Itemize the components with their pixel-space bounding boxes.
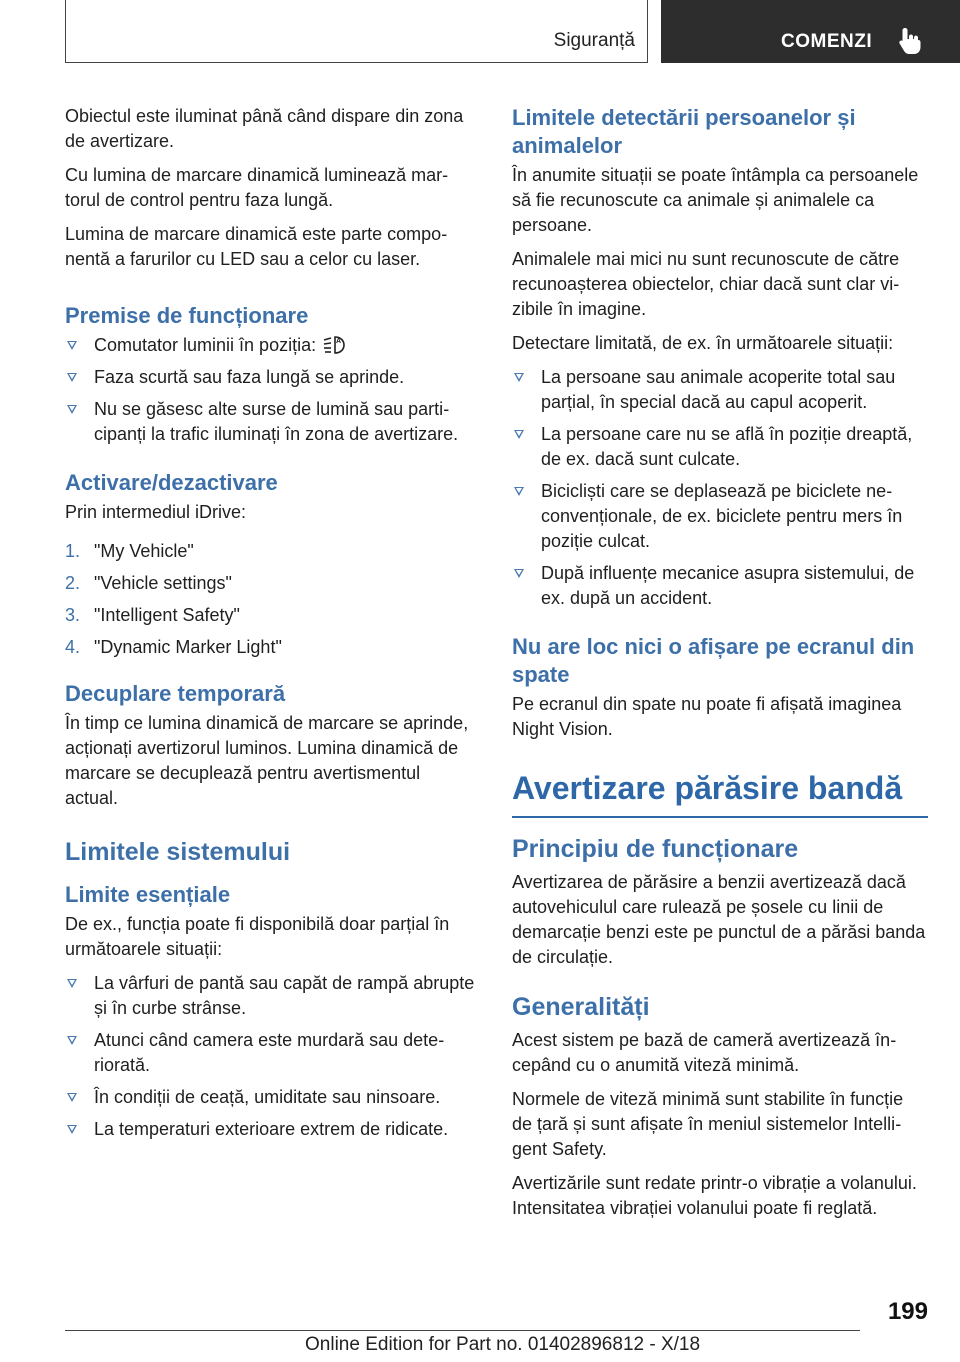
paragraph: Avertizările sunt redate printr-o vibrație a volanului. Intensitatea vibrației volanului poate fi reglată. xyxy=(512,1173,917,1218)
heading-detectare: Limitele detectării persoanelor și animalelor xyxy=(512,105,856,158)
chapter-title: COMENZI xyxy=(781,31,873,52)
header-chapter-tab xyxy=(661,0,960,63)
heading-limitele-sistemului: Limitele sistemului xyxy=(65,838,291,866)
header-section-tab xyxy=(65,0,648,63)
triangle-bullet-icon xyxy=(67,1036,77,1045)
heading-principiu: Principiu de funcționare xyxy=(512,835,799,863)
right-column xyxy=(512,104,928,1230)
list-item: La persoane sau animale acoperite total sau parțial, în special dacă au capul acoperit. xyxy=(512,365,928,415)
footer-edition: Online Edition for Part no. 01402896812 - X/18 xyxy=(305,1334,701,1355)
headlight-auto-icon xyxy=(322,334,350,354)
paragraph: De ex., funcția poate fi disponibilă doar parțial în următoarele situații: xyxy=(65,914,450,959)
paragraph: Normele de viteză minimă sunt stabilite în funcție de țară și sunt afișate în meniul sistemelor Intelligent Safety. xyxy=(512,1089,904,1159)
heading-afisare: Nu are loc nici o afișare pe ecranul din spate xyxy=(512,634,915,687)
paragraph: Prin intermediul iDrive: xyxy=(65,502,247,522)
premise-list xyxy=(65,333,477,447)
paragraph: Detectare limitată, de ex. în următoarele situații: xyxy=(512,333,894,353)
paragraph: Lumina de marcare dinamică este parte componentă a farurilor cu LED sau a celor cu laser. xyxy=(65,224,448,269)
paragraph: Avertizarea de părăsire a benzii avertizează dacă autovehiculul care rulează pe șosele cu linii de demarcație benzi este pe punctul de a părăsi banda de circulație. xyxy=(512,872,926,967)
paragraph: În timp ce lumina dinamică de marcare se aprinde, acționați avertizorul luminos. Lumina dinamică de marcare se decuplează pentru avertismentul actual. xyxy=(65,713,469,808)
triangle-bullet-icon xyxy=(514,569,524,578)
list-item: După influențe mecanice asupra sistemului, de ex. după un accident. xyxy=(512,561,928,611)
paragraph: Obiectul este iluminat până când dispare din zona de avertizare. xyxy=(65,106,464,151)
list-item: Nu se găsesc alte surse de lumină sau participanți la trafic iluminați în zona de avertizare. xyxy=(65,397,477,447)
list-item: La vârfuri de pantă sau capăt de rampă abrupte și în curbe strânse. xyxy=(65,971,477,1021)
triangle-bullet-icon xyxy=(67,979,77,988)
list-item: Bicicliști care se deplasează pe biciclete neconvenționale, de ex. biciclete pentru mers în poziție culcat. xyxy=(512,479,928,554)
list-item: Faza scurtă sau faza lungă se aprinde. xyxy=(65,365,477,390)
list-item: La persoane care nu se află în poziție dreaptă, de ex. dacă sunt culcate. xyxy=(512,422,928,472)
heading-limite-esentiale: Limite esențiale xyxy=(65,882,231,907)
triangle-bullet-icon xyxy=(67,341,77,350)
heading-premise: Premise de funcționare xyxy=(65,303,309,328)
triangle-bullet-icon xyxy=(514,487,524,496)
svg-text:A: A xyxy=(336,338,342,345)
left-column xyxy=(65,104,477,1149)
hand-pointer-icon xyxy=(897,26,923,56)
triangle-bullet-icon xyxy=(67,373,77,382)
footer-divider xyxy=(65,1330,860,1331)
list-item: Comutator luminii în poziția: A xyxy=(65,333,477,358)
triangle-bullet-icon xyxy=(514,430,524,439)
paragraph: Pe ecranul din spate nu poate fi afișată imaginea Night Vision. xyxy=(512,694,902,739)
list-item: În condiții de ceață, umiditate sau ninsoare. xyxy=(65,1085,477,1110)
triangle-bullet-icon xyxy=(67,1093,77,1102)
paragraph: Cu lumina de marcare dinamică luminează martorul de control pentru faza lungă. xyxy=(65,165,449,210)
triangle-bullet-icon xyxy=(514,373,524,382)
limite-list xyxy=(65,971,477,1142)
triangle-bullet-icon xyxy=(67,1125,77,1134)
heading-avertizare-parasire-banda: Avertizare părăsire bandă xyxy=(512,768,928,818)
heading-generalitati: Generalități xyxy=(512,993,650,1021)
section-title: Siguranță xyxy=(553,30,635,51)
list-item: La temperaturi exterioare extrem de ridicate. xyxy=(65,1117,477,1142)
paragraph: În anumite situații se poate întâmpla ca persoanele să fie recunoscute ca animale și animalele ca persoane. xyxy=(512,165,919,235)
detectare-list xyxy=(512,365,928,611)
triangle-bullet-icon xyxy=(67,405,77,414)
list-item: Atunci când camera este murdară sau deteriorată. xyxy=(65,1028,477,1078)
list-item: 3. "Intelligent Safety" xyxy=(65,605,240,625)
list-item: 2. "Vehicle settings" xyxy=(65,573,232,593)
paragraph: Acest sistem pe bază de cameră avertizează începând cu o anumită viteză minimă. xyxy=(512,1030,897,1075)
heading-activare: Activare/dezactivare xyxy=(65,470,278,495)
steps-list xyxy=(65,539,477,660)
heading-decuplare: Decuplare temporară xyxy=(65,681,286,706)
list-item: 4. "Dynamic Marker Light" xyxy=(65,637,282,657)
list-item: 1. "My Vehicle" xyxy=(65,541,194,561)
paragraph: Animalele mai mici nu sunt recunoscute de către recunoașterea obiectelor, chiar dacă sunt clar vizibile în imagine. xyxy=(512,249,900,319)
page-number: 199 xyxy=(887,1298,928,1325)
